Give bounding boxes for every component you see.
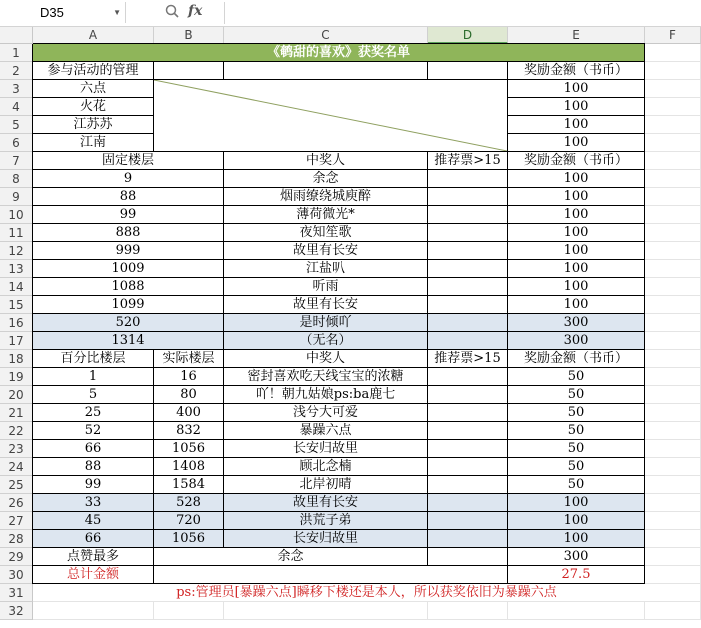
total-label: 总计金额 — [33, 566, 154, 584]
fixed-floor: 1099 — [33, 296, 224, 314]
chevron-down-icon[interactable]: ▼ — [113, 8, 121, 17]
empty-cell[interactable] — [645, 512, 701, 530]
empty-cell[interactable] — [645, 296, 701, 314]
row-header-10[interactable]: 10 — [0, 206, 33, 224]
likes-label: 点赞最多 — [33, 548, 154, 566]
table-cell — [428, 62, 508, 80]
row-header-20[interactable]: 20 — [0, 386, 33, 404]
winner-name: 江盐叭 — [224, 260, 428, 278]
row-header-23[interactable]: 23 — [0, 440, 33, 458]
manager-reward: 100 — [508, 98, 645, 116]
name-box[interactable] — [0, 2, 126, 23]
percent-floor: 1 — [33, 368, 154, 386]
reward-amount: 50 — [508, 458, 645, 476]
winner-header: 中奖人 — [224, 350, 428, 368]
votes-cell — [428, 296, 508, 314]
row-header-2[interactable]: 2 — [0, 62, 33, 80]
percent-floor: 66 — [33, 530, 154, 548]
reward-amount: 100 — [508, 206, 645, 224]
reward-amount: 50 — [508, 440, 645, 458]
row-header-3[interactable]: 3 — [0, 80, 33, 98]
actual-floor: 80 — [154, 386, 224, 404]
actual-floor: 16 — [154, 368, 224, 386]
table-cell — [154, 62, 224, 80]
empty-cell[interactable] — [645, 260, 701, 278]
note-text: ps:管理员[暴躁六点]瞬移下楼还是本人，所以获奖依旧为暴躁六点 — [33, 584, 701, 602]
fixed-floor: 99 — [33, 206, 224, 224]
total-value: 27.5 — [508, 566, 645, 584]
votes-cell — [428, 224, 508, 242]
votes-cell — [428, 386, 508, 404]
row-header-4[interactable]: 4 — [0, 98, 33, 116]
manager-reward: 100 — [508, 80, 645, 98]
table-left-border — [32, 44, 33, 584]
winner-name: 听雨 — [224, 278, 428, 296]
row-header-27[interactable]: 27 — [0, 512, 33, 530]
select-all-corner[interactable] — [0, 27, 33, 44]
actual-floor: 1056 — [154, 530, 224, 548]
empty-cell[interactable] — [645, 386, 701, 404]
row-header-7[interactable]: 7 — [0, 152, 33, 170]
votes-cell — [428, 260, 508, 278]
manager-reward: 100 — [508, 134, 645, 152]
column-header-e[interactable]: E — [508, 27, 645, 44]
likes-winner: 余念 — [154, 548, 428, 566]
row-header-5[interactable]: 5 — [0, 116, 33, 134]
empty-cell[interactable] — [645, 278, 701, 296]
votes-header: 推荐票>15 — [428, 152, 508, 170]
row-header-31[interactable]: 31 — [0, 584, 33, 602]
formula-tools — [160, 3, 220, 23]
manager-name: 江苏苏 — [33, 116, 154, 134]
actual-floor: 400 — [154, 404, 224, 422]
formula-input[interactable] — [224, 2, 701, 24]
row-header-8[interactable]: 8 — [0, 170, 33, 188]
empty-cell[interactable] — [645, 314, 701, 332]
column-header-a[interactable]: A — [33, 27, 154, 44]
votes-cell — [428, 476, 508, 494]
column-header-c[interactable]: C — [224, 27, 428, 44]
manager-reward: 100 — [508, 116, 645, 134]
winner-name: 顾北念楠 — [224, 458, 428, 476]
fixed-floor: 9 — [33, 170, 224, 188]
winner-name: 长安归故里 — [224, 530, 428, 548]
votes-cell — [428, 458, 508, 476]
table-cell — [428, 548, 508, 566]
empty-cell[interactable] — [645, 98, 701, 116]
percent-floor: 45 — [33, 512, 154, 530]
manager-name: 江南 — [33, 134, 154, 152]
winner-name: 夜知笙歌 — [224, 224, 428, 242]
empty-cell[interactable] — [645, 332, 701, 350]
row-header-9[interactable]: 9 — [0, 188, 33, 206]
row-header-14[interactable]: 14 — [0, 278, 33, 296]
winner-name: 密封喜欢吃天线宝宝的浓糖 — [224, 368, 428, 386]
row-header-21[interactable]: 21 — [0, 404, 33, 422]
votes-cell — [428, 242, 508, 260]
empty-cell[interactable] — [645, 530, 701, 548]
votes-cell — [428, 206, 508, 224]
reward-header: 奖励金额（书币） — [508, 350, 645, 368]
empty-cell[interactable] — [645, 62, 701, 80]
row-header-1[interactable]: 1 — [0, 44, 33, 62]
reward-amount: 50 — [508, 386, 645, 404]
row-header-17[interactable]: 17 — [0, 332, 33, 350]
zoom-icon[interactable] — [165, 4, 179, 18]
empty-cell[interactable] — [645, 80, 701, 98]
cell-reference: D35 — [40, 5, 64, 20]
reward-amount: 100 — [508, 188, 645, 206]
row-header-12[interactable]: 12 — [0, 242, 33, 260]
table-cell — [154, 566, 508, 584]
row-header-15[interactable]: 15 — [0, 296, 33, 314]
empty-cell[interactable] — [645, 116, 701, 134]
votes-cell — [428, 494, 508, 512]
empty-cell[interactable] — [645, 566, 701, 584]
winner-name: 暴躁六点 — [224, 422, 428, 440]
fixed-floor: 88 — [33, 188, 224, 206]
percent-floor: 66 — [33, 440, 154, 458]
row-header-25[interactable]: 25 — [0, 476, 33, 494]
table-cell — [224, 602, 428, 620]
empty-cell[interactable] — [645, 224, 701, 242]
table-cell — [154, 602, 224, 620]
reward-amount: 100 — [508, 494, 645, 512]
likes-reward: 300 — [508, 548, 645, 566]
table-cell — [224, 62, 428, 80]
row-header-18[interactable]: 18 — [0, 350, 33, 368]
row-header-32[interactable]: 32 — [0, 602, 33, 620]
row-header-16[interactable]: 16 — [0, 314, 33, 332]
actual-floor: 1584 — [154, 476, 224, 494]
reward-amount: 100 — [508, 530, 645, 548]
reward-amount: 300 — [508, 332, 645, 350]
fixed-floor: 888 — [33, 224, 224, 242]
actual-floor-header: 实际楼层 — [154, 350, 224, 368]
empty-cell[interactable] — [645, 548, 701, 566]
formula-toolbar — [0, 0, 701, 27]
table-cell — [645, 602, 701, 620]
votes-cell — [428, 314, 508, 332]
fixed-floor: 520 — [33, 314, 224, 332]
reward-amount: 100 — [508, 512, 645, 530]
actual-floor: 1408 — [154, 458, 224, 476]
winner-name: 故里有长安 — [224, 494, 428, 512]
empty-cell[interactable] — [645, 368, 701, 386]
winner-name: 洪荒子弟 — [224, 512, 428, 530]
row-header-11[interactable]: 11 — [0, 224, 33, 242]
votes-cell — [428, 404, 508, 422]
reward-amount: 100 — [508, 170, 645, 188]
actual-floor: 832 — [154, 422, 224, 440]
row-header-24[interactable]: 24 — [0, 458, 33, 476]
empty-cell[interactable] — [645, 170, 701, 188]
reward-amount: 50 — [508, 368, 645, 386]
votes-cell — [428, 512, 508, 530]
reward-amount: 50 — [508, 476, 645, 494]
row-header-6[interactable]: 6 — [0, 134, 33, 152]
empty-cell[interactable] — [645, 440, 701, 458]
votes-cell — [428, 530, 508, 548]
winner-name: 北岸初晴 — [224, 476, 428, 494]
winner-header: 中奖人 — [224, 152, 428, 170]
diagonal-merged-cell — [154, 80, 508, 152]
winner-name: 故里有长安 — [224, 242, 428, 260]
votes-cell — [428, 278, 508, 296]
winner-name: 浅兮大可爱 — [224, 404, 428, 422]
actual-floor: 1056 — [154, 440, 224, 458]
row-header-28[interactable]: 28 — [0, 530, 33, 548]
fixed-floor: 1314 — [33, 332, 224, 350]
winner-name: 吖！朝九姑娘ps:ba鹿七 — [224, 386, 428, 404]
empty-cell[interactable] — [645, 422, 701, 440]
empty-cell[interactable] — [645, 44, 701, 62]
percent-floor: 33 — [33, 494, 154, 512]
table-cell — [33, 602, 154, 620]
empty-cell[interactable] — [645, 494, 701, 512]
winner-name: 长安归故里 — [224, 440, 428, 458]
votes-header: 推荐票>15 — [428, 350, 508, 368]
votes-cell — [428, 332, 508, 350]
row-header-13[interactable]: 13 — [0, 260, 33, 278]
manager-name: 火花 — [33, 98, 154, 116]
row-header-22[interactable]: 22 — [0, 422, 33, 440]
reward-amount: 100 — [508, 260, 645, 278]
percent-floor: 52 — [33, 422, 154, 440]
manager-header: 参与活动的管理 — [33, 62, 154, 80]
column-header-f[interactable]: F — [645, 27, 701, 44]
empty-cell[interactable] — [645, 242, 701, 260]
empty-cell[interactable] — [645, 476, 701, 494]
winner-name: （无名） — [224, 332, 428, 350]
empty-cell[interactable] — [645, 206, 701, 224]
winner-name: 故里有长安 — [224, 296, 428, 314]
actual-floor: 528 — [154, 494, 224, 512]
votes-cell — [428, 188, 508, 206]
winner-name: 薄荷微光* — [224, 206, 428, 224]
row-header-30[interactable]: 30 — [0, 566, 33, 584]
empty-cell[interactable] — [645, 350, 701, 368]
empty-cell[interactable] — [645, 404, 701, 422]
percent-floor: 88 — [33, 458, 154, 476]
reward-amount: 50 — [508, 404, 645, 422]
percent-floor: 5 — [33, 386, 154, 404]
column-header-d[interactable]: D — [428, 27, 508, 44]
reward-amount: 100 — [508, 242, 645, 260]
fixed-floor: 1088 — [33, 278, 224, 296]
empty-cell[interactable] — [645, 134, 701, 152]
sheet-title: 《鹌甜的喜欢》获奖名单 — [33, 44, 645, 62]
reward-amount: 300 — [508, 314, 645, 332]
reward-amount: 50 — [508, 422, 645, 440]
reward-header: 奖励金额（书币） — [508, 152, 645, 170]
winner-name: 是时倾吖 — [224, 314, 428, 332]
reward-amount: 100 — [508, 296, 645, 314]
votes-cell — [428, 422, 508, 440]
manager-name: 六点 — [33, 80, 154, 98]
votes-cell — [428, 440, 508, 458]
empty-cell[interactable] — [645, 152, 701, 170]
table-cell — [428, 602, 508, 620]
fx-icon[interactable]: fx — [188, 3, 203, 19]
reward-amount: 100 — [508, 224, 645, 242]
votes-cell — [428, 170, 508, 188]
table-cell — [508, 602, 645, 620]
row-header-26[interactable]: 26 — [0, 494, 33, 512]
reward-header: 奖励金额（书币） — [508, 62, 645, 80]
empty-cell[interactable] — [645, 188, 701, 206]
row-header-19[interactable]: 19 — [0, 368, 33, 386]
winner-name: 烟雨缭绕城庾醉 — [224, 188, 428, 206]
actual-floor: 720 — [154, 512, 224, 530]
diagonal-line — [154, 80, 507, 151]
winner-name: 余念 — [224, 170, 428, 188]
fixed-floor: 1009 — [33, 260, 224, 278]
percent-floor-header: 百分比楼层 — [33, 350, 154, 368]
fixed-floor-header: 固定楼层 — [33, 152, 224, 170]
percent-floor: 99 — [33, 476, 154, 494]
column-header-b[interactable]: B — [154, 27, 224, 44]
fixed-floor: 999 — [33, 242, 224, 260]
percent-floor: 25 — [33, 404, 154, 422]
reward-amount: 100 — [508, 278, 645, 296]
row-header-29[interactable]: 29 — [0, 548, 33, 566]
votes-cell — [428, 368, 508, 386]
empty-cell[interactable] — [645, 458, 701, 476]
